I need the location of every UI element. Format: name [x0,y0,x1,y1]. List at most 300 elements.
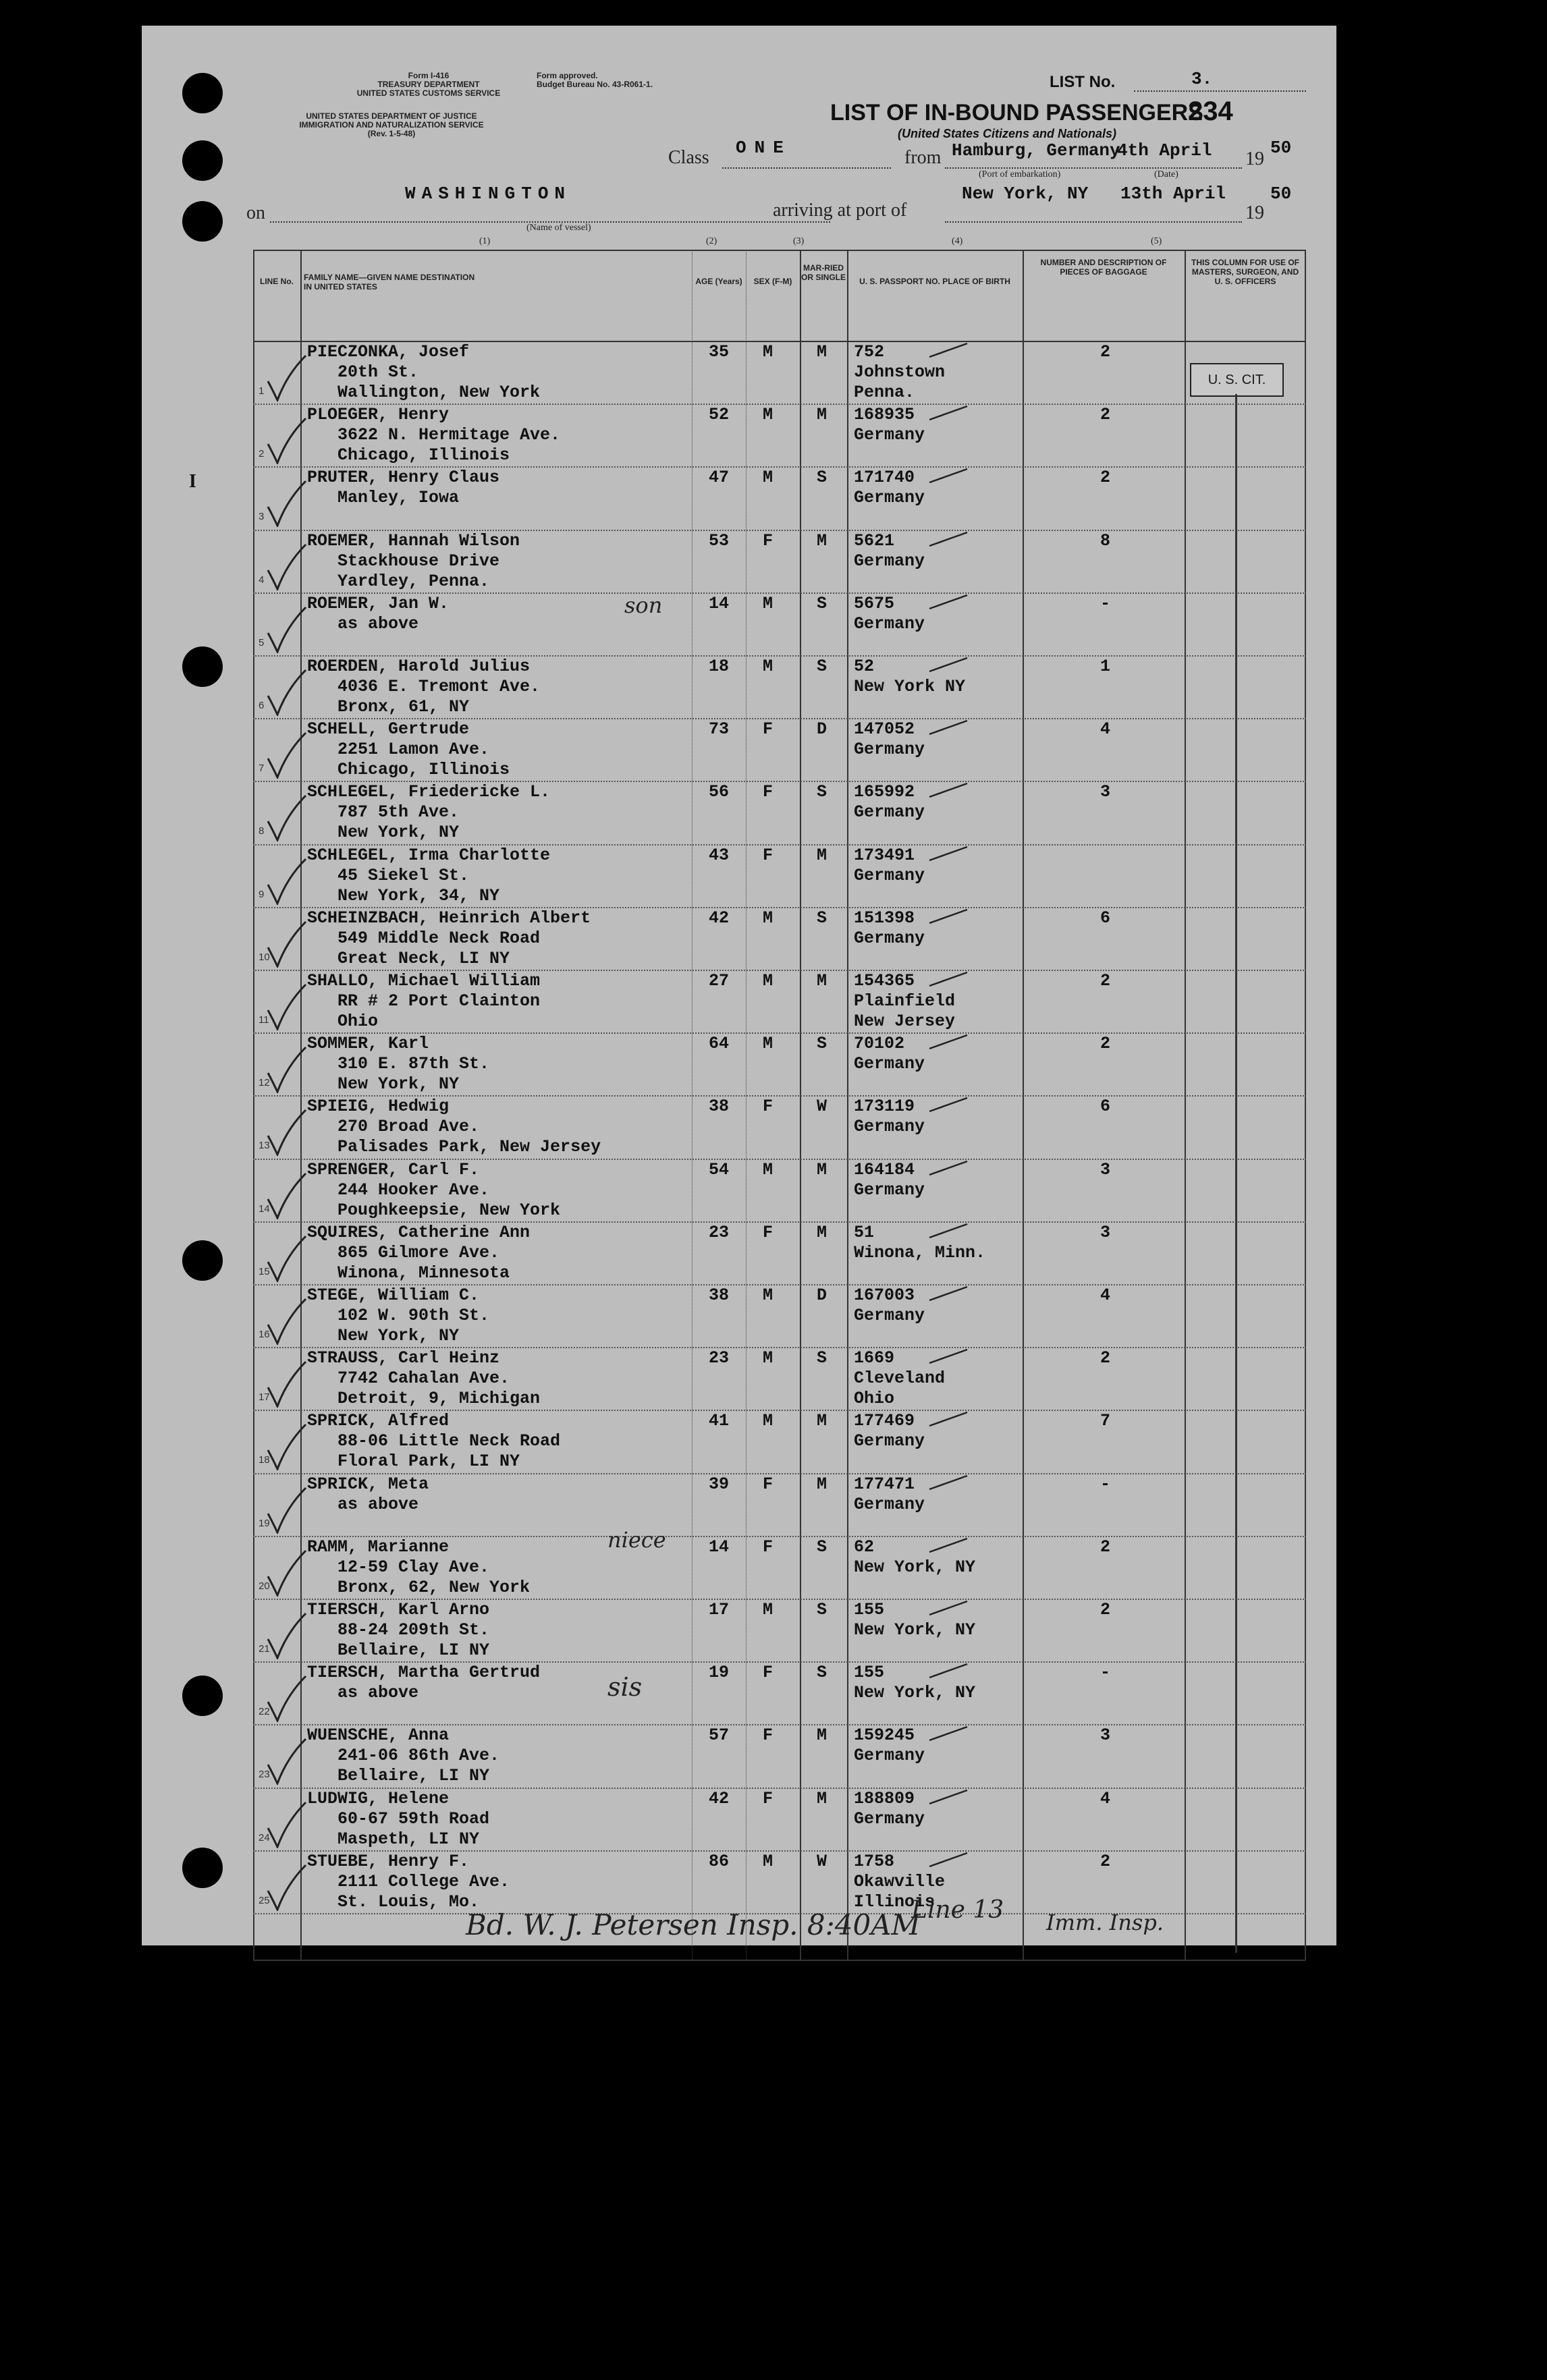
passport-tick-icon [928,404,969,424]
table-top-border [253,250,1306,251]
passenger-name: SCHELL, Gertrude 2251 Lamon Ave. Chicago, Illinois [307,719,510,780]
passenger-name: SCHLEGEL, Irma Charlotte 45 Siekel St. New York, 34, NY [307,845,551,906]
checkmark-icon [267,480,307,527]
marital-status: M [817,1222,827,1242]
table-row [253,970,1306,1032]
passenger-name: ROERDEN, Harold Julius 4036 E. Tremont Ave. Bronx, 61, NY [307,657,541,717]
passenger-name: TIERSCH, Martha Gertrud as above [307,1663,541,1703]
passport-birthplace: 51 Winona, Minn. [854,1222,986,1263]
passenger-name: SOMMER, Karl 310 E. 87th St. New York, NY [307,1034,490,1095]
table-row [253,1724,1306,1787]
header-age: AGE (Years) [695,277,742,286]
passenger-sex: M [763,342,774,362]
passenger-age: 43 [709,845,730,865]
embarkation-year: 50 [1270,138,1292,158]
passenger-sex: F [763,1537,774,1557]
checkmark-icon [267,1738,307,1785]
table-row [253,1095,1306,1158]
revision: (Rev. 1-5-48) [367,129,416,138]
passenger-sex: M [763,1411,774,1431]
document-title: LIST OF IN-BOUND PASSENGERS [830,100,1203,126]
passport-tick-icon [928,655,969,675]
passport-tick-icon [928,341,969,361]
table-row [253,1788,1306,1850]
passenger-name: STRAUSS, Carl Heinz 7742 Cahalan Ave. Detroit, 9, Michigan [307,1348,541,1409]
passport-tick-icon [928,1473,969,1493]
passenger-age: 14 [709,593,730,613]
passenger-sex: M [763,1348,774,1368]
table-row [253,341,1306,404]
marital-status: M [817,530,827,551]
passport-tick-icon [928,1599,969,1619]
passenger-sex: F [763,1222,774,1242]
baggage-count: 2 [1100,1537,1111,1557]
passenger-name: SPRENGER, Carl F. 244 Hooker Ave. Poughkeepsie, New York [307,1159,561,1220]
checkmark-icon [267,606,307,653]
header-passport: U. S. PASSPORT NO. PLACE OF BIRTH [859,277,1010,286]
passport-birthplace: 173491 Germany [854,845,925,885]
checkmark-icon [267,1298,307,1345]
passenger-name: STEGE, William C. 102 W. 90th St. New York, NY [307,1285,490,1346]
passenger-name: WUENSCHE, Anna 241-06 86th Ave. Bellaire, LI NY [307,1725,500,1786]
punch-hole [182,140,223,181]
passenger-sex: M [763,1285,774,1305]
checkmark-icon [267,1046,307,1093]
table-row [253,404,1306,466]
table-row [253,718,1306,781]
marital-status: M [817,405,827,425]
passport-tick-icon [928,1159,969,1179]
table-row [253,1410,1306,1472]
arrival-year: 50 [1270,184,1292,204]
baggage-count: 2 [1100,1851,1111,1871]
passport-tick-icon [928,1788,969,1808]
baggage-count: 4 [1100,1788,1111,1808]
punch-hole [182,1240,223,1281]
passenger-age: 38 [709,1285,730,1305]
passport-birthplace: 5621 Germany [854,530,925,571]
handwritten-right-note: Imm. Insp. [1046,1910,1164,1935]
baggage-count: 6 [1100,908,1111,928]
passenger-table [253,250,1306,1961]
passport-birthplace: 5675 Germany [854,593,925,634]
year-prefix-2: 19 [1245,202,1264,223]
baggage-count: - [1100,1474,1111,1494]
line-number: 24 [259,1831,270,1844]
customs-service: UNITED STATES CUSTOMS SERVICE [356,88,501,98]
passenger-sex: F [763,1474,774,1494]
passenger-sex: F [763,1788,774,1808]
passport-tick-icon [928,1410,969,1430]
marital-status: S [817,593,827,613]
passenger-name: RAMM, Marianne 12-59 Clay Ave. Bronx, 62, New York [307,1537,531,1597]
passenger-name: SPIEIG, Hedwig 270 Broad Ave. Palisades Park, New Jersey [307,1097,601,1157]
checkmark-icon [267,1360,307,1408]
passenger-age: 18 [709,657,730,676]
passenger-age: 54 [709,1159,730,1180]
passport-birthplace: 52 New York NY [854,657,966,696]
passport-tick-icon [928,592,969,613]
passport-birthplace: 173119 Germany [854,1097,925,1137]
baggage-count: 3 [1100,1725,1111,1746]
table-row [253,1159,1306,1221]
line-number: 12 [259,1077,270,1089]
passport-tick-icon [928,1347,969,1367]
passenger-sex: M [763,593,774,613]
passenger-sex: M [763,1600,774,1620]
passenger-age: 56 [709,782,730,802]
passport-birthplace: 171740 Germany [854,468,925,508]
handwritten-niece: niece [607,1527,666,1553]
baggage-count: 4 [1100,719,1111,740]
checkmark-icon [267,1801,307,1848]
passenger-sex: M [763,1159,774,1180]
passenger-name: PRUTER, Henry Claus Manley, Iowa [307,468,500,508]
checkmark-icon [267,983,307,1030]
passenger-sex: F [763,1663,774,1683]
table-row [253,1032,1306,1095]
date-caption: (Date) [1154,169,1178,179]
arrival-port: New York, NY [962,184,1089,204]
arrival-date: 13th April [1120,184,1226,204]
margin-mark: I [189,471,196,492]
checkmark-icon [267,1235,307,1282]
header-sex: SEX (F-M) [753,277,792,286]
passenger-age: 57 [709,1725,730,1746]
table-row [253,1599,1306,1661]
document-subtitle: (United States Citizens and Nationals) [898,127,1117,140]
passenger-age: 35 [709,342,730,362]
checkmark-icon [267,543,307,590]
passenger-age: 52 [709,405,730,425]
passenger-name: SCHLEGEL, Friedericke L. 787 5th Ave. New York, NY [307,782,551,843]
baggage-count: 6 [1100,1097,1111,1117]
passport-tick-icon [928,1661,969,1682]
checkmark-icon [267,1487,307,1534]
passport-birthplace: 188809 Germany [854,1788,925,1829]
baggage-count: 8 [1100,530,1111,551]
table-row [253,655,1306,718]
table-row [253,592,1306,655]
ins-title: IMMIGRATION AND NATURALIZATION SERVICE [299,120,484,130]
punch-hole [182,73,223,113]
marital-status: M [817,971,827,991]
doj-block [250,112,533,138]
passenger-age: 14 [709,1537,730,1557]
checkmark-icon [267,920,307,968]
passenger-name: SPRICK, Alfred 88-06 Little Neck Road Floral Park, LI NY [307,1411,561,1472]
passport-tick-icon [928,530,969,550]
line-number: 1 [259,385,265,397]
header-officers: THIS COLUMN FOR USE OF MASTERS, SURGEON, AND U. S. OFFICERS [1191,258,1299,286]
header-name: FAMILY NAME—GIVEN NAME DESTINATION IN UNITED STATES [304,273,475,292]
vessel-name: WASHINGTON [405,184,572,204]
passport-tick-icon [928,1536,969,1556]
marital-status: M [817,1159,827,1180]
embarkation-port: Hamburg, Germany [952,140,1120,161]
line-number: 19 [259,1517,270,1529]
line-number: 23 [259,1769,270,1781]
table-row [253,1284,1306,1347]
passenger-name: LUDWIG, Helene 60-67 59th Road Maspeth, LI NY [307,1788,490,1849]
line-number: 7 [259,763,265,775]
passenger-sex: F [763,719,774,740]
passenger-sex: F [763,782,774,802]
passport-tick-icon [928,718,969,738]
table-row [253,1473,1306,1536]
marital-status: M [817,342,827,362]
checkmark-icon [267,1675,307,1722]
baggage-count: - [1100,593,1111,613]
passport-tick-icon [928,1221,969,1242]
inspector-signature: Bd. W. J. Petersen Insp. 8:40AM [466,1908,921,1941]
passport-birthplace: 159245 Germany [854,1725,925,1766]
passenger-sex: M [763,468,774,488]
table-row [253,1221,1306,1284]
passport-birthplace: 752 Johnstown Penna. [854,342,946,402]
passenger-sex: F [763,845,774,865]
passenger-name: STUEBE, Henry F. 2111 College Ave. St. Louis, Mo. [307,1851,510,1912]
checkmark-icon [267,354,307,402]
passport-tick-icon [928,1724,969,1744]
list-no-label: LIST No. [1050,73,1116,91]
line-number: 8 [259,825,265,837]
marital-status: W [817,1097,827,1117]
passport-birthplace: 154365 Plainfield New Jersey [854,971,956,1031]
colnum-5: (5) [1151,236,1162,246]
marital-status: S [817,1348,827,1368]
checkmark-icon [267,1549,307,1597]
table-row [253,1661,1306,1724]
passenger-age: 64 [709,1034,730,1054]
marital-status: S [817,468,827,488]
passport-tick-icon [928,1850,969,1871]
checkmark-icon [267,417,307,464]
line-number: 3 [259,511,265,523]
marital-status: S [817,657,827,676]
class-underline [722,167,891,169]
colnum-1: (1) [479,236,491,246]
passport-birthplace: 164184 Germany [854,1159,925,1200]
form-approval: Form approved. Budget Bureau No. 43-R061-1. [537,71,653,89]
punch-hole [182,201,223,242]
passenger-age: 23 [709,1348,730,1368]
ditto-line [1235,394,1237,1953]
punch-hole [182,1848,223,1888]
class-value: ONE [736,138,792,158]
table-row [253,530,1306,592]
handwritten-line-note: Line 13 [911,1896,1004,1924]
passport-birthplace: 151398 Germany [854,908,925,948]
passenger-sex: M [763,657,774,676]
passport-tick-icon [928,1032,969,1053]
line-number: 11 [259,1014,269,1026]
passenger-age: 73 [709,719,730,740]
table-row [253,1536,1306,1599]
passport-birthplace: 177469 Germany [854,1411,925,1451]
passenger-age: 86 [709,1851,730,1871]
table-row [253,907,1306,970]
table-row [253,781,1306,843]
handwritten-sis: sis [607,1672,643,1702]
marital-status: S [817,1663,827,1683]
passenger-age: 53 [709,530,730,551]
line-number: 20 [259,1580,270,1592]
table-row [253,466,1306,529]
page-number: 234 [1188,96,1233,126]
passenger-name: ROEMER, Jan W. as above [307,593,450,634]
table-row [253,844,1306,907]
header-line-no: LINE No. [260,277,294,286]
handwritten-son: son [624,592,663,618]
checkmark-icon [267,1172,307,1219]
checkmark-icon [267,1423,307,1470]
passenger-name: ROEMER, Hannah Wilson Stackhouse Drive Yardley, Penna. [307,530,520,591]
form-id-block [351,72,506,98]
marital-status: M [817,1474,827,1494]
us-citizen-stamp: U. S. CIT. [1190,363,1284,397]
passenger-age: 42 [709,1788,730,1808]
list-no-value: 3. [1191,69,1213,89]
header-married: MAR-RIED OR SINGLE [800,263,846,282]
from-underline [945,167,1242,169]
checkmark-icon [267,731,307,779]
marital-status: D [817,1285,827,1305]
on-label: on [246,202,265,223]
marital-status: S [817,782,827,802]
passport-birthplace: 165992 Germany [854,782,925,823]
vessel-caption: (Name of vessel) [526,223,591,233]
passenger-age: 41 [709,1411,730,1431]
passenger-sex: M [763,971,774,991]
checkmark-icon [267,1864,307,1911]
passenger-age: 38 [709,1097,730,1117]
baggage-count: 2 [1100,342,1111,362]
passport-tick-icon [928,1095,969,1115]
marital-status: M [817,1725,827,1746]
baggage-count: 2 [1100,405,1111,425]
checkmark-icon [267,858,307,905]
header-baggage: NUMBER AND DESCRIPTION OF PIECES OF BAGGAGE [1040,258,1167,277]
line-number: 25 [259,1894,270,1906]
passenger-name: SHALLO, Michael William RR # 2 Port Clainton Ohio [307,971,541,1031]
marital-status: M [817,845,827,865]
from-label: from [904,147,942,168]
passport-birthplace: 70102 Germany [854,1034,925,1074]
marital-status: M [817,1788,827,1808]
arriving-label: arriving at port of [773,200,907,221]
passenger-name: PLOEGER, Henry 3622 N. Hermitage Ave. Chicago, Illinois [307,405,561,466]
passport-birthplace: 147052 Germany [854,719,925,760]
passport-tick-icon [928,1284,969,1304]
class-label: Class [668,147,709,168]
punch-hole [182,1676,223,1716]
marital-status: D [817,719,827,740]
baggage-count: 2 [1100,1600,1111,1620]
baggage-count: 3 [1100,1222,1111,1242]
passport-birthplace: 177471 Germany [854,1474,925,1514]
line-number: 21 [259,1643,270,1655]
baggage-count: 2 [1100,468,1111,488]
line-number: 10 [259,951,270,963]
colnum-2: (2) [706,236,717,246]
table-bottom-border [253,1960,1306,1961]
colnum-4: (4) [952,236,963,246]
passport-birthplace: 155 New York, NY [854,1600,976,1640]
passport-tick-icon [928,781,969,801]
passport-tick-icon [928,970,969,990]
line-number: 6 [259,700,265,711]
checkmark-icon [267,669,307,716]
marital-status: S [817,1537,827,1557]
form-number: Form I-416 [408,71,450,80]
marital-status: S [817,1034,827,1054]
year-prefix: 19 [1245,148,1264,169]
passport-birthplace: 1758 Okawville Illinois [854,1851,946,1912]
arrival-underline [945,221,1242,223]
passenger-name: PIECZONKA, Josef 20th St. Wallington, New York [307,342,541,402]
embarkation-date: 4th April [1117,140,1212,161]
baggage-count: 2 [1100,1034,1111,1054]
marital-status: M [817,1411,827,1431]
passport-tick-icon [928,844,969,864]
colnum-3: (3) [793,236,805,246]
passport-birthplace: 167003 Germany [854,1285,925,1325]
table-row [253,1347,1306,1410]
line-number: 2 [259,448,265,460]
baggage-count: 2 [1100,971,1111,991]
line-number: 5 [259,636,265,648]
passenger-sex: M [763,1034,774,1054]
passenger-sex: F [763,1097,774,1117]
line-number: 16 [259,1329,270,1340]
passenger-age: 47 [709,468,730,488]
list-no-underline [1134,90,1306,92]
line-number: 18 [259,1454,270,1466]
checkmark-icon [267,794,307,841]
passenger-sex: M [763,1851,774,1871]
marital-status: S [817,908,827,928]
passport-tick-icon [928,466,969,487]
passenger-age: 17 [709,1600,730,1620]
passenger-list-document [142,26,1336,1945]
punch-hole [182,646,223,687]
line-number: 15 [259,1265,270,1277]
passenger-name: SCHEINZBACH, Heinrich Albert 549 Middle Neck Road Great Neck, LI NY [307,908,591,968]
passenger-age: 27 [709,971,730,991]
passport-tick-icon [928,907,969,927]
passenger-name: TIERSCH, Karl Arno 88-24 209th St. Bellaire, LI NY [307,1600,490,1660]
checkmark-icon [267,1612,307,1659]
passenger-sex: F [763,1725,774,1746]
baggage-count: 3 [1100,1159,1111,1180]
baggage-count: 3 [1100,782,1111,802]
table-row [253,1850,1306,1913]
checkmark-icon [267,1109,307,1156]
passenger-sex: M [763,405,774,425]
baggage-count: 1 [1100,657,1111,676]
line-number: 17 [259,1391,270,1404]
passenger-age: 39 [709,1474,730,1494]
passenger-age: 23 [709,1222,730,1242]
marital-status: S [817,1600,827,1620]
passenger-name: SQUIRES, Catherine Ann 865 Gilmore Ave. Winona, Minnesota [307,1222,531,1283]
embarkation-caption: (Port of embarkation) [979,169,1061,179]
line-number: 9 [259,888,265,900]
doj-title: UNITED STATES DEPARTMENT OF JUSTICE [306,111,477,121]
treasury-dept: TREASURY DEPARTMENT [377,80,480,89]
baggage-count: 4 [1100,1285,1111,1305]
